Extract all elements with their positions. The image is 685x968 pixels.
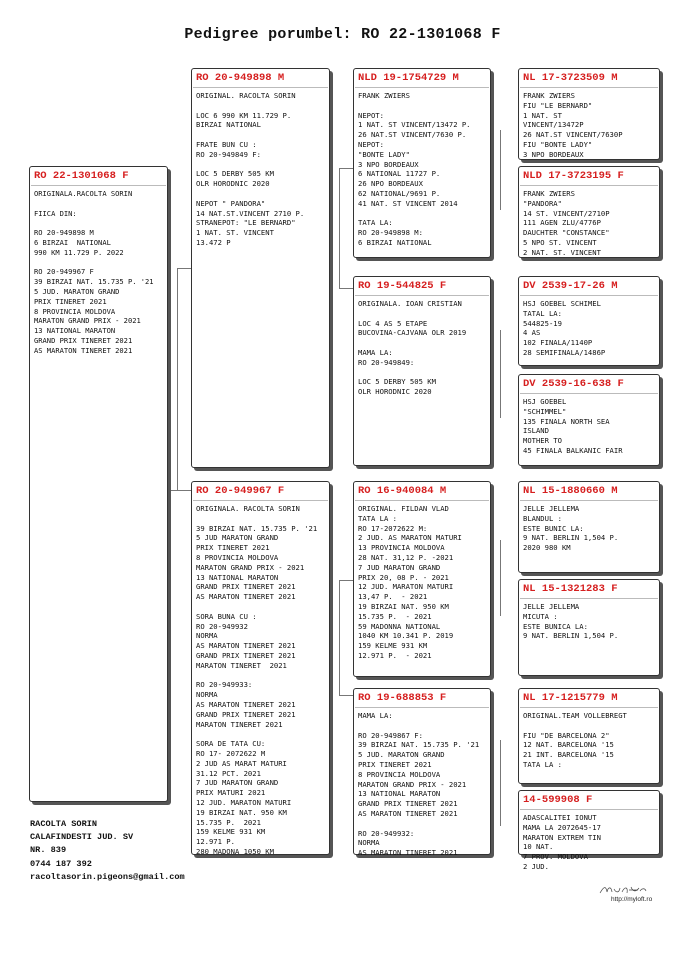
signature-logo	[598, 884, 648, 896]
dss-info: JELLE JELLEMA BLANDUL : ESTE BUNIC LA: 9 NAT. BERLIN 1,504 P. 2020 980 KM	[523, 504, 619, 553]
dam-dam-info: MAMA LA: RO 20-949867 F: 39 BIRZAI NAT. 15.735 P. '21 5 JUD. MARATON GRAND PRIX TINERET 2021 8 PROVINCIA MOLDOVA MARATON GRAND PRIX - 2021 13 NATIONAL MARATON GRAND PRIX TINERET 2021 AS MARATON TINERET 2021 RO 20-949932: NORMA AS MARATON TINERET 2021	[358, 711, 480, 858]
ddd-card	[518, 790, 660, 871]
connector-sire	[329, 168, 340, 288]
sire-dam-ring: RO 19-544825 F	[358, 280, 447, 292]
dam-sire-info: ORIGINAL. FILDAN VLAD TATA LA : RO 17-2072622 M: 2 JUD. AS MARATON MATURI 13 PROVINCIA MOLDOVA 28 NAT. 31,12 P. -2021 7 JUD MARATON GRAND PRIX 20, 08 P. - 2021 12 JUD. MARATON MATURI 13,47 P. - 2021 19 BIRZAI NAT. 950 KM 15.735 P. - 2021 59 MADONNA NATIONAL 1040 KM 10.341 P. 2019 159 KELME 931 KM 12.971 P. - 2021	[358, 504, 462, 660]
subject-ring: RO 22-1301068 F	[34, 170, 129, 182]
dds-info: ORIGINAL.TEAM VOLLEBREGT FIU "DE BARCELONA 2" 12 NAT. BARCELONA '15 21 INT. BARCELONA '15 TATA LA :	[523, 711, 627, 769]
sire-sire-info: FRANK ZWIERS NEPOT: 1 NAT. ST VINCENT/13472 P. 26 NAT.ST VINCENT/7630 P. NEPOT: "BONTE LADY" 3 NPO BORDEAUX 6 NATIONAL 11727 P. 26 NPO BORDEAUX 62 NATIONAL/9691 P. 41 NAT. ST VINCENT 2014 TATA LA: RO 20-949898 M: 6 BIRZAI NATIONAL	[358, 91, 471, 247]
connector-subject	[167, 268, 178, 490]
dam-sire-ring: RO 16-940084 M	[358, 485, 447, 497]
dam-dam-card	[353, 688, 491, 858]
dss-card	[518, 481, 660, 573]
connector-ss	[490, 130, 501, 210]
sdd-ring: DV 2539-16-638 F	[523, 378, 624, 390]
dds-ring: NL 17-1215779 M	[523, 692, 618, 704]
connector-subject-sire	[177, 268, 192, 269]
owner-address: CALAFINDESTI JUD. SV	[30, 832, 134, 843]
sdd-card	[518, 374, 660, 466]
sds-info: HSJ GOEBEL SCHIMEL TATAL LA: 544825-19 4 AS 102 FINALA/1140P 28 SEMIFINALA/1486P	[523, 299, 606, 357]
sss-ring: NL 17-3723509 M	[523, 72, 618, 84]
owner-phone: 0744 187 392	[30, 858, 92, 869]
sss-info: FRANK ZWIERS FIU "LE BERNARD" 1 NAT. ST VINCENT/13472P 26 NAT.ST VINCENT/7630P FIU "BONTE LADY" 3 NPO BORDEAUX	[523, 91, 623, 159]
owner-contact	[30, 818, 185, 884]
ssd-ring: NLD 17-3723195 F	[523, 170, 624, 182]
owner-name: RACOLTA SORIN	[30, 819, 98, 829]
connector-dam	[329, 580, 340, 695]
sds-ring: DV 2539-17-26 M	[523, 280, 618, 292]
sire-sire-ring: NLD 19-1754729 M	[358, 72, 459, 84]
sire-dam-card	[353, 276, 491, 466]
connector-dd	[490, 740, 501, 826]
ddd-ring: 14-599908 F	[523, 794, 593, 806]
dam-card	[191, 481, 330, 855]
dsd-card	[518, 579, 660, 676]
owner-number: NR. 839	[30, 845, 67, 856]
sdd-info: HSJ GOEBEL "SCHIMMEL" 135 FINALA NORTH SEA ISLAND MOTHER TO 45 FINALA BALKANIC FAIR	[523, 397, 623, 455]
sire-ring: RO 20-949898 M	[196, 72, 285, 84]
sire-dam-info: ORIGINALA. IOAN CRISTIAN LOC 4 AS 5 ETAPE BUCOVINA-CAJVANA OLR 2019 MAMA LA: RO 20-949849: LOC 5 DERBY 505 KM OLR HORODNIC 2020	[358, 299, 467, 397]
sss-card	[518, 68, 660, 160]
dss-ring: NL 15-1880660 M	[523, 485, 618, 497]
owner-email: racoltasorin.pigeons@gmail.com	[30, 871, 185, 882]
sire-sire-card	[353, 68, 491, 258]
ssd-info: FRANK ZWIERS "PANDORA" 14 ST. VINCENT/2710P 111 AGEN ZLU/4776P DAUCHTER "CONSTANCE" 5 NPO ST. VINCENT 2 NAT. ST. VINCENT	[523, 189, 610, 257]
page-title: Pedigree porumbel: RO 22-1301068 F	[184, 26, 501, 43]
subject-card	[29, 166, 168, 802]
ssd-card	[518, 166, 660, 258]
dsd-ring: NL 15-1321283 F	[523, 583, 618, 595]
connector-subject-dam	[167, 490, 192, 491]
subject-info: ORIGINALA.RACOLTA SORIN FIICA DIN: RO 20-949898 M 6 BIRZAI NATIONAL 990 KM 11.729 P. 2022 RO 20-949967 F 39 BIRZAI NAT. 15.735 P. '21 5 JUD. MARATON GRAND PRIX TINERET 2021 8 PROVINCIA MOLDOVA MARATON GRAND PRIX - 2021 13 NATIONAL MARATON GRAND PRIX TINERET 2021 AS MARATON TINERET 2021	[34, 189, 154, 355]
dsd-info: JELLE JELLEMA MICUTA : ESTE BUNICA LA: 9 NAT. BERLIN 1,504 P.	[523, 602, 619, 641]
dam-sire-card	[353, 481, 491, 677]
dam-ring: RO 20-949967 F	[196, 485, 285, 497]
dam-info: ORIGINALA. RACOLTA SORIN 39 BIRZAI NAT. 15.735 P. '21 5 JUD MARATON GRAND PRIX TINERET 2021 8 PROVINCIA MOLDOVA MARATON GRAND PRIX - 2021 13 NATIONAL MARATON GRAND PRIX TINERET 2021 AS MARATON TINERET 2021 SORA BUNA CU : RO 20-949932 NORMA AS MARATON TINERET 2021 GRAND PRIX TINERET 2021 MARATON TINERET 2021 RO 20-949933: NORMA AS MARATON TINERET 2021 GRAND PRIX TINERET 2021 MARATON TINERET 2021 SORA DE TATA CU: RO 17- 2072622 M 2 JUD AS MARAT MATURI 31.12 PCT. 2021 7 JUD MARATON GRAND PRIX MATURI 2021 12 JUD. MARATON MATURI 19 BIRZAI NAT. 950 KM 15.735 P. 2021 159 KELME 931 KM 12.971 P. 280 MADONA 1050 KM	[196, 504, 318, 856]
sds-card	[518, 276, 660, 366]
sire-info: ORIGINAL. RACOLTA SORIN LOC 6 990 KM 11.729 P. BIRZAI NATIONAL FRATE BUN CU : RO 20-949849 F: LOC 5 DERBY 505 KM OLR HORODNIC 2020 NEPOT " PANDORA" 14 NAT.ST.VINCENT 2710 P. STRANEPOT: "LE BERNARD" 1 NAT. ST. VINCENT 13.472 P	[196, 91, 305, 247]
connector-sd	[490, 330, 501, 418]
ddd-info: ADASCALITEI IONUT MAMA LA 2072645-17 MARATON EXTREM TIN 10 NAT. 7 PROV. MOLDOVA 2 JUD.	[523, 813, 601, 871]
watermark-url: http://myloft.ro	[611, 896, 653, 903]
sire-card	[191, 68, 330, 468]
connector-ds	[490, 540, 501, 616]
dds-card	[518, 688, 660, 784]
dam-dam-ring: RO 19-688853 F	[358, 692, 447, 704]
